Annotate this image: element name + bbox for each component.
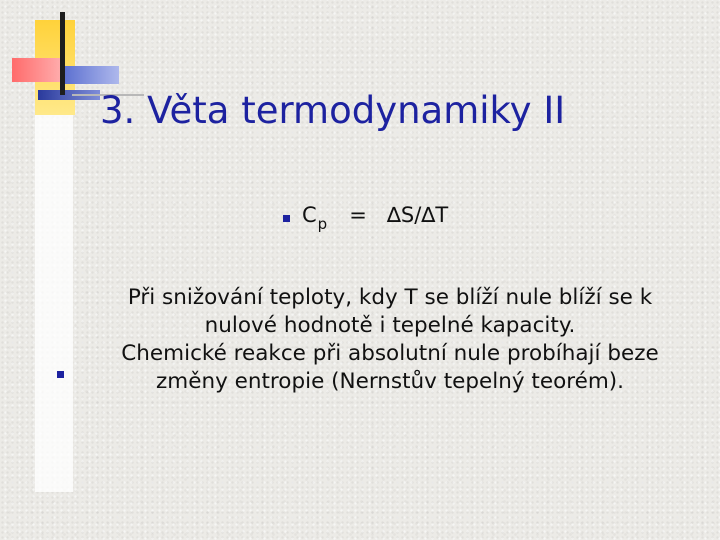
formula-lhs-symbol: C	[302, 203, 317, 227]
paragraph-line: Chemické reakce při absolutní nule probíhají beze	[121, 341, 659, 366]
decor-vertical-line	[60, 12, 65, 95]
body-paragraph	[70, 284, 710, 396]
bullet-icon	[57, 371, 64, 378]
decor-side-panel	[35, 98, 73, 492]
formula	[302, 203, 449, 233]
paragraph-line: Při snižování teploty, kdy T se blíží nule blíží se k	[127, 285, 653, 310]
paragraph-line: nulové hodnotě i tepelné kapacity.	[204, 313, 576, 338]
formula-operator: =	[349, 203, 367, 227]
formula-rhs: ∆S/∆T	[386, 203, 449, 227]
paragraph-line: změny entropie (Nernstův tepelný teorém).	[156, 369, 624, 394]
decor-blue-block	[63, 66, 119, 84]
slide-title: 3. Věta termodynamiky II	[100, 89, 566, 132]
formula-lhs-subscript: p	[317, 215, 328, 233]
decor-red-block	[12, 58, 64, 82]
bullet-icon	[283, 215, 290, 222]
